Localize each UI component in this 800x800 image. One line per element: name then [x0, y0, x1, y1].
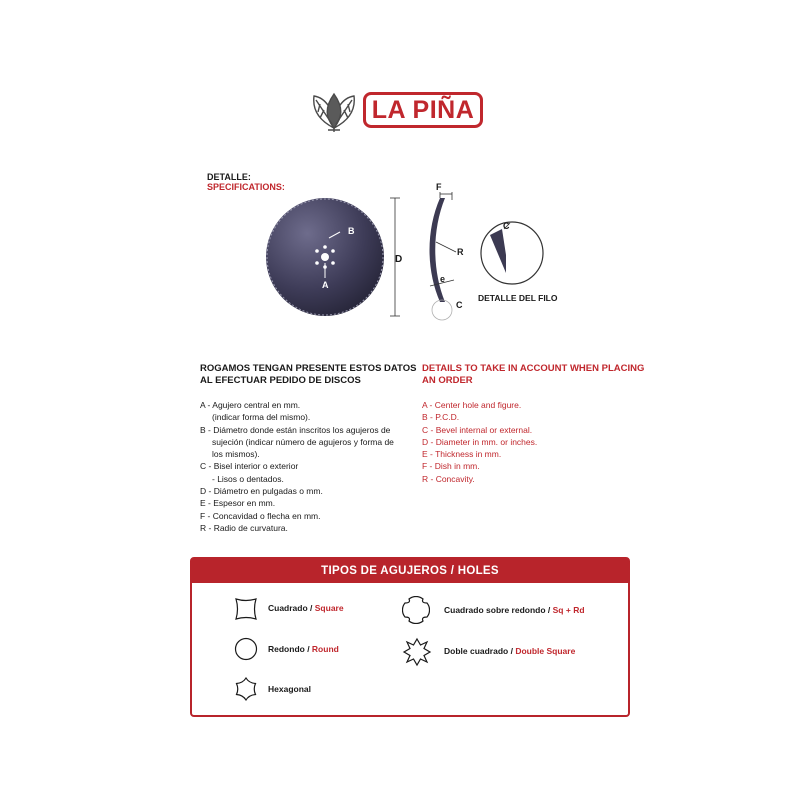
- round-hole-icon: [232, 635, 260, 663]
- profile-shape: [430, 198, 446, 302]
- double-square-hole-icon: [402, 637, 432, 667]
- disc-label-b: B: [348, 226, 355, 236]
- notes-en-title-1: DETAILS TO TAKE IN ACCOUNT WHEN PLACING: [422, 363, 645, 374]
- notes-en-line: E - Thickness in mm.: [422, 449, 502, 460]
- pineapple-leaves-logo-icon: [308, 88, 360, 132]
- notes-es-title-2: AL EFECTUAR PEDIDO DE DISCOS: [200, 375, 361, 386]
- hole-label-double-square: Doble cuadrado / Double Square: [444, 646, 576, 656]
- notes-en-line: R - Concavity.: [422, 473, 475, 484]
- disc-label-d: D: [395, 254, 403, 265]
- notes-es-line: - Lisos o dentados.: [212, 473, 284, 484]
- notes-es-line: C - Bisel interior o exterior: [200, 461, 299, 472]
- notes-en-title-2: AN ORDER: [422, 375, 473, 386]
- notes-es: [200, 363, 416, 534]
- notes-es-line: D - Diámetro en pulgadas o mm.: [200, 486, 323, 497]
- edge-detail-diagram: [470, 215, 570, 310]
- profile-label-r: R: [457, 247, 464, 257]
- notes-es-line: los mismos).: [212, 449, 260, 460]
- square-hole-icon: [232, 595, 260, 623]
- notes-es-line: R - Radio de curvatura.: [200, 522, 288, 533]
- notes-en-line: D - Diameter in mm. or inches.: [422, 436, 538, 447]
- notes-es-line: A - Agujero central en mm.: [200, 400, 301, 410]
- notes-es-line: sujeción (indicar número de agujeros y forma de: [212, 436, 394, 447]
- hole-label-round: Redondo / Round: [268, 644, 339, 654]
- disc-label-a: A: [322, 280, 329, 290]
- disc-diagram: [262, 190, 422, 325]
- hole-types-panel: [190, 557, 630, 717]
- notes-es-line: (indicar forma del mismo).: [212, 412, 311, 423]
- hole-label-square: Cuadrado / Square: [268, 603, 344, 613]
- notes-es-title-1: ROGAMOS TENGAN PRESENTE ESTOS DATOS: [200, 363, 417, 374]
- square-over-round-hole-icon: [402, 596, 430, 624]
- notes-en-line: F - Dish in mm.: [422, 461, 480, 472]
- hole-label-square-over-round: Cuadrado sobre redondo / Sq + Rd: [444, 605, 585, 615]
- notes-es-line: F - Concavidad o flecha en mm.: [200, 510, 321, 521]
- center-hole: [321, 253, 329, 261]
- notes-es-line: E - Espesor en mm.: [200, 498, 276, 509]
- profile-label-e: e: [440, 274, 446, 284]
- specifications-label: SPECIFICATIONS:: [207, 182, 285, 192]
- profile-label-c: C: [456, 300, 463, 310]
- edge-label-c: C: [503, 221, 510, 231]
- detail-label: DETALLE:: [207, 172, 251, 182]
- brand-logo: [363, 92, 483, 128]
- notes-en-line: C - Bevel internal or external.: [422, 424, 533, 435]
- notes-en: [422, 363, 644, 485]
- notes-en-line: A - Center hole and figure.: [422, 400, 522, 410]
- notes-en-line: B - P.C.D.: [422, 412, 460, 423]
- edge-detail-title: DETALLE DEL FILO: [478, 293, 558, 303]
- hole-label-hexagonal: Hexagonal: [268, 684, 311, 694]
- brand-name: LA PIÑA: [371, 95, 475, 124]
- notes-es-line: B - Diámetro donde están inscritos los agujeros de: [200, 424, 391, 435]
- hexagonal-hole-icon: [232, 675, 260, 703]
- hole-types-title: TIPOS DE AGUJEROS / HOLES: [192, 559, 628, 583]
- profile-label-f: F: [436, 182, 442, 192]
